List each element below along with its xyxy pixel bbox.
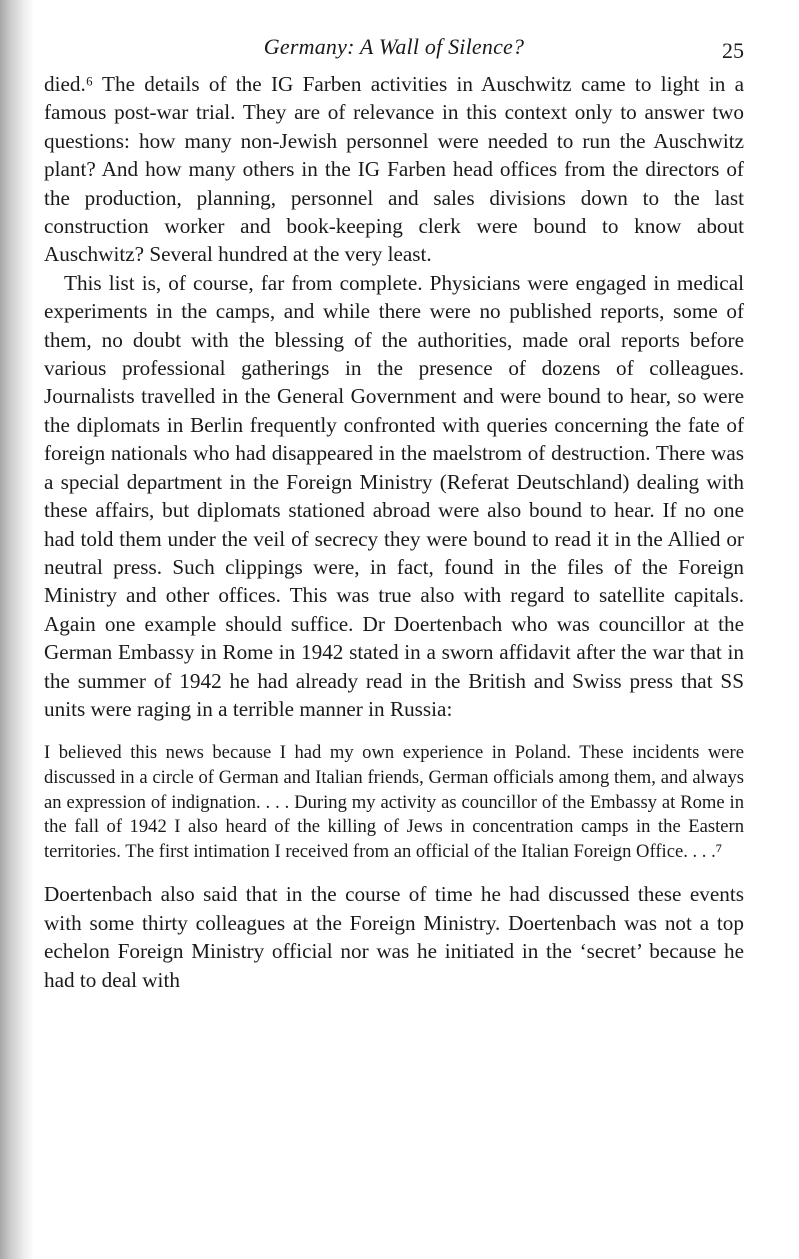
paragraph-2: This list is, of course, far from complete. Physicians were engaged in medical experiments in the camps, and while there were no published reports, some of them, no doubt with the blessing of the authorities, made oral reports before various professional gatherings in the presence of dozens of colleagues. Journalists travelled in the General Government and were bound to hear, so were the diplomats in Berlin frequently confronted with queries concerning the fate of foreign nationals who had disappeared in the maelstrom of destruction. There was a special department in the Foreign Ministry (Referat Deutschland) dealing with these affairs, but diplomats stationed abroad were also bound to hear. If no one had told them under the veil of secrecy they were bound to read it in the Allied or neutral press. Such clippings were, in fact, found in the files of the Foreign Ministry and other offices. This was true also with regard to satellite capitals. Again one example should suffice. Dr Doertenbach who was councillor at the German Embassy in Rome in 1942 stated in a sworn affidavit after the war that in the summer of 1942 he had already read in the British and Swiss press that SS units were raging in a terrible manner in Russia: <box>44 270 744 721</box>
paragraph-1: died.⁶ The details of the IG Farben activities in Auschwitz came to light in a famous post-war trial. They are of relevance in this context only to answer two questions: how many non-Jewish personnel were needed to run the Auschwitz plant? And how many others in the IG Farben head offices from the directors of the production, planning, personnel and sales divisions down to the last construction worker and book-keeping clerk were bound to know about Auschwitz? Several hundred at the very least. <box>44 72 744 267</box>
book-page <box>44 30 744 994</box>
paragraph-3: Doertenbach also said that in the course of time he had discussed these events with some thirty colleagues at the Foreign Ministry. Doertenbach was not a top echelon Foreign Ministry official nor was he initiated in the ‘secret’ because he had to deal with <box>44 882 744 992</box>
page-number: 25 <box>722 38 744 63</box>
scan-shadow-edge <box>0 0 34 1259</box>
running-title: Germany: A Wall of Silence? <box>263 34 525 59</box>
block-quote: I believed this news because I had my own experience in Poland. These incidents were discussed in a circle of German and Italian friends, German officials among them, and always an expression of indignation. . . . During my activity as councillor of the Embassy at Rome in the fall of 1942 I also heard of the killing of Jews in concentration camps in the Eastern territories. The first intimation I received from an official of the Italian Foreign Office. . . .⁷ <box>44 742 744 862</box>
page-header <box>44 30 744 70</box>
